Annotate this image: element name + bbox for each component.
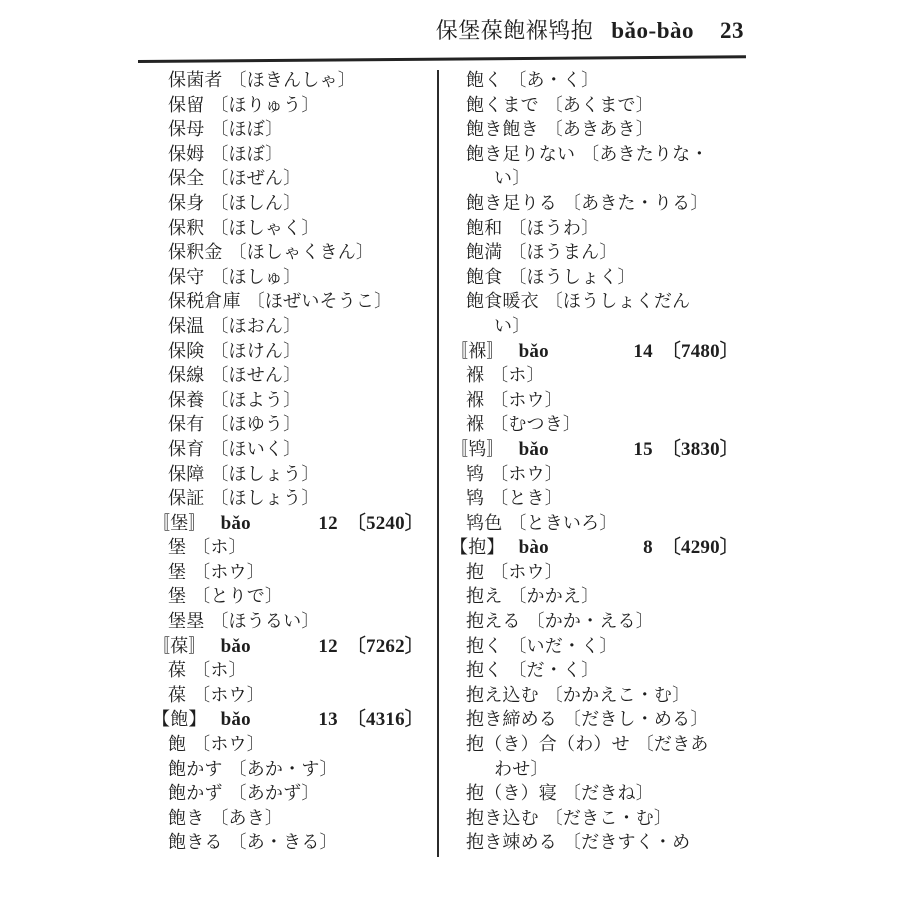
entry-word-line: 抱（き）寝 〔だきね〕 bbox=[466, 783, 654, 805]
entry-word-line: 保姆 〔ほぼ〕 bbox=[168, 143, 284, 165]
entry-word-line: 飽かす 〔あか・す〕 bbox=[168, 758, 338, 780]
entry-pinyin: bǎo bbox=[518, 340, 549, 362]
entry-word-line: 保釈金 〔ほしゃくきん〕 bbox=[168, 242, 375, 264]
entry-numbers bbox=[633, 438, 739, 463]
entry-word-line: 飽き飽き 〔あきあき〕 bbox=[466, 119, 654, 141]
header-rule bbox=[138, 55, 746, 63]
entry-word-line: 飽食暖衣 〔ほうしょくだん bbox=[466, 291, 691, 313]
entry-header-line bbox=[450, 438, 747, 463]
entry-word-line: 葆 〔ホウ〕 bbox=[168, 684, 265, 706]
entry-pinyin: bào bbox=[518, 537, 549, 559]
entry-head bbox=[450, 340, 549, 365]
entry-header-line bbox=[152, 635, 432, 660]
entry-word-line: 飽和 〔ほうわ〕 bbox=[466, 217, 600, 239]
entry-stroke-count: 12 bbox=[318, 512, 338, 534]
entry-word-line: 抱き込む 〔だきこ・む〕 bbox=[466, 807, 673, 829]
entry-word-line: 保育 〔ほいく〕 bbox=[168, 438, 302, 460]
entry-head bbox=[152, 635, 251, 660]
entry-numbers bbox=[633, 340, 739, 365]
running-head-characters: 保堡葆飽褓鸨抱 bbox=[435, 19, 594, 44]
entry-word-line: 飽満 〔ほうまん〕 bbox=[466, 242, 618, 264]
entry-word-line: 保菌者 〔ほきんしゃ〕 bbox=[168, 70, 356, 91]
entry-word-line: 鸨 〔とき〕 bbox=[466, 488, 563, 510]
entry-head bbox=[152, 512, 251, 537]
entry-character: 〚堡〛 bbox=[152, 512, 207, 534]
left-column bbox=[152, 69, 432, 856]
entry-word-line: 抱 〔ホウ〕 bbox=[466, 561, 563, 583]
entry-head bbox=[152, 708, 251, 733]
entry-word-line: 鸨 〔ホウ〕 bbox=[466, 463, 563, 485]
entry-word-line: 保障 〔ほしょう〕 bbox=[168, 463, 320, 485]
running-head bbox=[436, 14, 744, 45]
entry-word-line: 保身 〔ほしん〕 bbox=[168, 192, 302, 214]
entry-pinyin: bǎo bbox=[220, 635, 251, 657]
entry-word-line: 堡塁 〔ほうるい〕 bbox=[168, 611, 320, 633]
entry-ref-number: 〔3830〕 bbox=[661, 438, 739, 460]
entry-word-line: 堡 〔ホ〕 bbox=[168, 537, 247, 559]
entry-stroke-count: 13 bbox=[318, 709, 338, 731]
column-divider-rule bbox=[437, 70, 439, 857]
right-column bbox=[450, 69, 747, 856]
entry-header-line bbox=[152, 512, 432, 537]
entry-pinyin: bǎo bbox=[220, 512, 251, 534]
entry-word-line: 抱え 〔かかえ〕 bbox=[466, 586, 600, 608]
entry-numbers bbox=[643, 536, 739, 561]
entry-pinyin: bǎo bbox=[518, 438, 549, 460]
entry-word-line: 堡 〔ホウ〕 bbox=[168, 561, 265, 583]
entry-word-line: 抱き竦める 〔だきすく・め bbox=[466, 832, 691, 854]
entry-word-line: 飽き足りない 〔あきたりな・ bbox=[466, 143, 709, 165]
entry-stroke-count: 12 bbox=[318, 635, 338, 657]
entry-word-line: 保有 〔ほゆう〕 bbox=[168, 414, 302, 436]
entry-word-line-continuation: わせ〕 bbox=[494, 758, 549, 780]
entry-word-line: 褓 〔むつき〕 bbox=[466, 414, 582, 436]
entry-word-line: 鸨色 〔ときいろ〕 bbox=[466, 512, 618, 534]
entry-word-line: 葆 〔ホ〕 bbox=[168, 660, 247, 682]
entry-word-line: 抱く 〔だ・く〕 bbox=[466, 660, 600, 682]
entry-word-line: 飽きる 〔あ・きる〕 bbox=[168, 832, 338, 854]
entry-word-line: 保線 〔ほせん〕 bbox=[168, 365, 302, 387]
entry-numbers bbox=[318, 635, 424, 660]
entry-word-line: 飽き 〔あき〕 bbox=[168, 807, 284, 829]
entry-word-line: 保税倉庫 〔ほぜいそうこ〕 bbox=[168, 291, 393, 313]
entry-word-line: 抱える 〔かか・える〕 bbox=[466, 611, 654, 633]
entry-word-line: 保養 〔ほよう〕 bbox=[168, 389, 302, 411]
entry-stroke-count: 14 bbox=[633, 340, 653, 362]
entry-word-line: 抱え込む 〔かかえこ・む〕 bbox=[466, 684, 691, 706]
entry-ref-number: 〔5240〕 bbox=[346, 512, 424, 534]
entry-word-line: 飽き足りる 〔あきた・りる〕 bbox=[466, 192, 709, 214]
entry-ref-number: 〔4316〕 bbox=[346, 709, 424, 731]
entry-word-line: 褓 〔ホ〕 bbox=[466, 365, 545, 387]
entry-ref-number: 〔7262〕 bbox=[346, 635, 424, 657]
entry-ref-number: 〔4290〕 bbox=[661, 537, 739, 559]
entry-header-line bbox=[450, 536, 747, 561]
entry-character: 〚褓〛 bbox=[450, 340, 505, 362]
entry-character: 〚鸨〛 bbox=[450, 438, 505, 460]
entry-word-line: 堡 〔とりで〕 bbox=[168, 586, 284, 608]
entry-word-line: 飽く 〔あ・く〕 bbox=[466, 70, 600, 91]
entry-word-line: 飽くまで 〔あくまで〕 bbox=[466, 94, 654, 116]
page-number: 23 bbox=[720, 18, 744, 43]
entry-head bbox=[450, 438, 549, 463]
entry-character: 〚葆〛 bbox=[152, 635, 207, 657]
entry-word-line: 保証 〔ほしょう〕 bbox=[168, 488, 320, 510]
entry-header-line bbox=[152, 708, 432, 733]
entry-stroke-count: 8 bbox=[643, 537, 653, 559]
entry-word-line: 保留 〔ほりゅう〕 bbox=[168, 94, 320, 116]
entry-word-line: 保母 〔ほぼ〕 bbox=[168, 119, 284, 141]
entry-numbers bbox=[318, 512, 424, 537]
running-head-pinyin-range: bǎo-bào bbox=[611, 18, 694, 43]
entry-character: 【抱】 bbox=[450, 537, 505, 559]
entry-word-line: 飽食 〔ほうしょく〕 bbox=[466, 266, 636, 288]
entry-word-line: 抱く 〔いだ・く〕 bbox=[466, 635, 618, 657]
entry-word-line: 保釈 〔ほしゃく〕 bbox=[168, 217, 320, 239]
entry-numbers bbox=[318, 708, 424, 733]
entry-character: 【飽】 bbox=[152, 709, 207, 731]
entry-word-line: 保守 〔ほしゅ〕 bbox=[168, 266, 302, 288]
entry-word-line: 飽 〔ホウ〕 bbox=[168, 734, 265, 756]
entry-word-line: 保温 〔ほおん〕 bbox=[168, 315, 302, 337]
entry-word-line: 飽かず 〔あかず〕 bbox=[168, 783, 320, 805]
entry-word-line: 保全 〔ほぜん〕 bbox=[168, 168, 302, 190]
entry-stroke-count: 15 bbox=[633, 438, 653, 460]
entry-pinyin: bǎo bbox=[220, 709, 251, 731]
entry-head bbox=[450, 536, 549, 561]
entry-ref-number: 〔7480〕 bbox=[661, 340, 739, 362]
entry-word-line: 保険 〔ほけん〕 bbox=[168, 340, 302, 362]
entry-word-line-continuation: い〕 bbox=[494, 168, 531, 190]
entry-word-line: 褓 〔ホウ〕 bbox=[466, 389, 563, 411]
entry-word-line: 抱き締める 〔だきし・める〕 bbox=[466, 709, 709, 731]
entry-word-line-continuation: い〕 bbox=[494, 315, 531, 337]
entry-word-line: 抱（き）合（わ）せ 〔だきあ bbox=[466, 734, 709, 756]
entry-header-line bbox=[450, 340, 747, 365]
